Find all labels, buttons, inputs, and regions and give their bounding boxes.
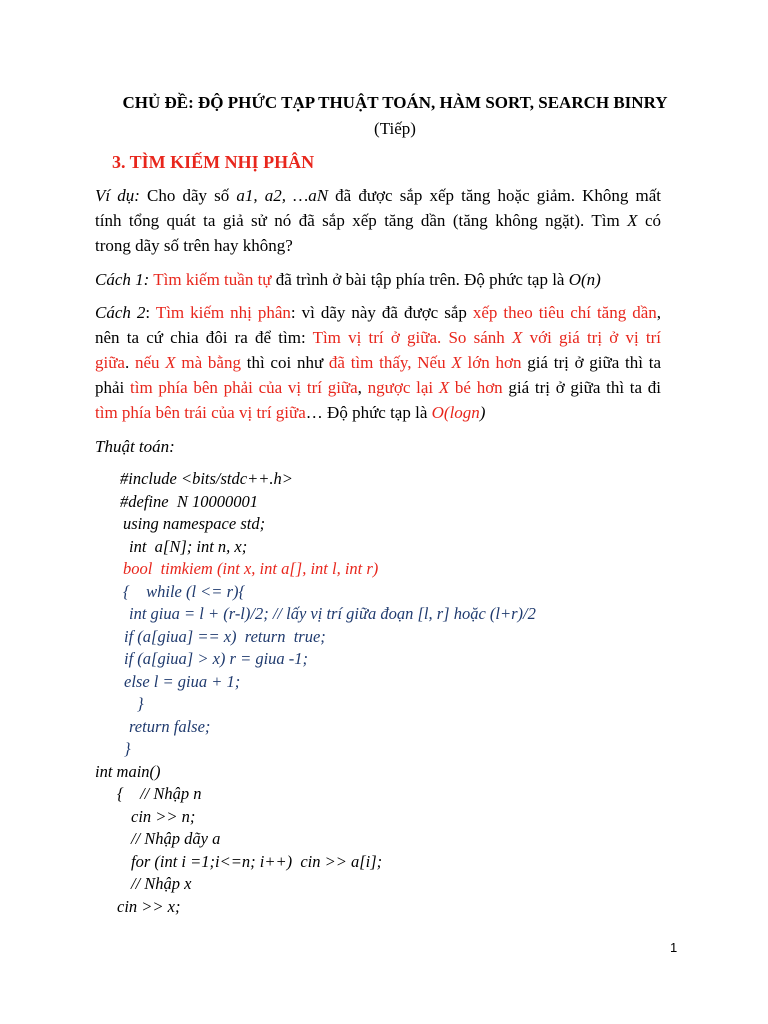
code-line: #include <bits/stdc++.h>	[120, 469, 293, 488]
document-subtitle: (Tiếp)	[374, 119, 416, 138]
algorithm-label: Thuật toán:	[95, 437, 175, 456]
code-line: bool timkiem (int x, int a[], int l, int r)	[123, 559, 379, 578]
code-line: return false;	[129, 716, 211, 736]
section-heading: 3. TÌM KIẾM NHỊ PHÂN	[112, 152, 315, 172]
document-title: CHỦ ĐỀ: ĐỘ PHỨC TẠP THUẬT TOÁN, HÀM SORT, SEARCH BINRY	[122, 93, 668, 112]
code-line: }	[137, 694, 144, 713]
way1-paragraph: Cách 1: Tìm kiếm tuần tự đã trình ở bài tập phía trên. Độ phức tạp là O(n)	[95, 270, 601, 289]
code-line: { while (l <= r){	[123, 581, 246, 601]
code-line: if (a[giua] == x) return true;	[124, 626, 326, 646]
example-paragraph: Ví dụ: Cho dãy số a1, a2, …aN đã được sắp xếp tăng hoặc giảm. Không mất tính tổng quát ta giả sử nó đã sắp xếp tăng dần (tăng không ngặt). Tìm X có trong dãy số trên hay không?	[95, 186, 661, 255]
code-line: using namespace std;	[123, 514, 266, 533]
code-line: { // Nhập n	[117, 784, 202, 803]
code-line: // Nhập dãy a	[131, 829, 221, 848]
code-line: #define N 10000001	[120, 491, 258, 511]
way2-paragraph: Cách 2: Tìm kiếm nhị phân: vì dãy này đã được sắp xếp theo tiêu chí tăng dần, nên ta cứ chia đôi ra để tìm: Tìm vị trí ở giữa. So sánh X với giá trị ở vị trí giữa. nếu X mà bằng thì coi như đã tìm thấy, Nếu X lớn hơn giá trị ở giữa thì ta phải tìm phía bên phải của vị trí giữa, ngược lại X bé hơn giá trị ở giữa thì ta đi tìm phía bên trái của vị trí giữa… Độ phức tạp là O(logn)	[95, 303, 662, 422]
code-line: cin >> x;	[117, 896, 181, 916]
code-line: int giua = l + (r-l)/2; // lấy vị trí giữa đoạn [l, r] hoặc (l+r)/2	[129, 604, 536, 623]
page-number: 1	[670, 940, 678, 955]
code-line: cin >> n;	[131, 806, 196, 826]
code-line: if (a[giua] > x) r = giua -1;	[124, 649, 309, 668]
code-line: else l = giua + 1;	[124, 671, 241, 691]
code-line: }	[124, 739, 131, 758]
code-line: int main()	[95, 761, 161, 781]
code-line: for (int i =1;i<=n; i++) cin >> a[i];	[131, 851, 383, 871]
code-line: int a[N]; int n, x;	[129, 536, 248, 556]
code-line: // Nhập x	[131, 874, 192, 893]
